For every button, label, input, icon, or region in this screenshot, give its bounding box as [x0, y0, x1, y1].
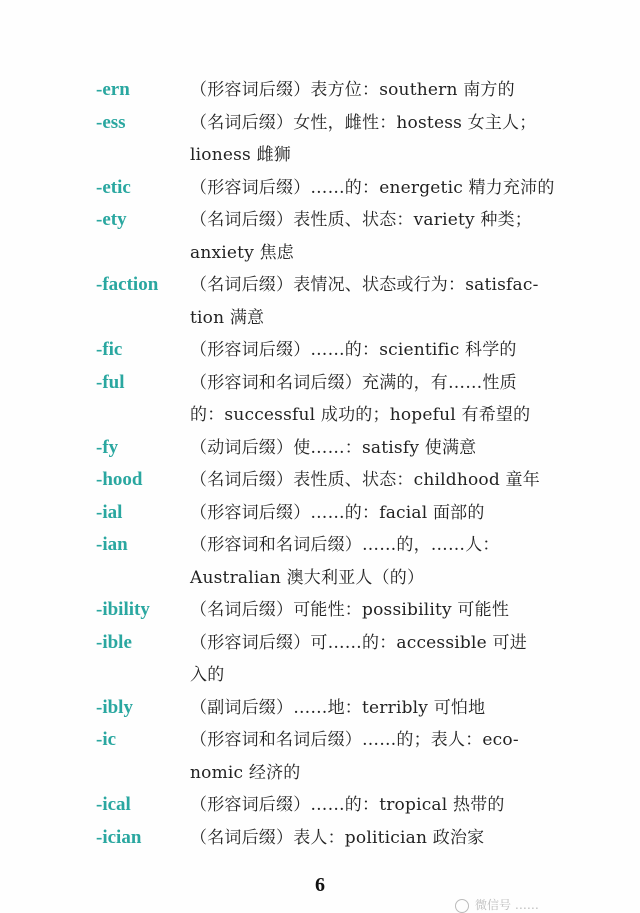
suffix-definition	[190, 497, 550, 530]
suffix-entry	[0, 464, 640, 497]
suffix-definition	[190, 269, 550, 334]
definition-line: （形容词和名词后缀）……的，……人：	[190, 535, 500, 555]
suffix-definition	[190, 692, 550, 725]
suffix-entry	[0, 172, 640, 205]
definition-line: 的：successful 成功的；hopeful 有希望的	[190, 405, 531, 425]
wechat-icon	[455, 899, 469, 913]
suffix-term: -ial	[96, 501, 123, 523]
suffix-entry	[0, 497, 640, 530]
definition-line: 入的	[190, 665, 225, 685]
suffix-definition	[190, 464, 550, 497]
suffix-entry	[0, 789, 640, 822]
suffix-entry	[0, 74, 640, 107]
suffix-definition	[190, 822, 550, 855]
definition-line: （名词后缀）可能性：possibility 可能性	[190, 600, 510, 620]
suffix-entry	[0, 432, 640, 465]
suffix-entry	[0, 529, 640, 594]
definition-line: nomic 经济的	[190, 762, 301, 783]
definition-line: （形容词后缀）……的：tropical 热带的	[190, 795, 505, 815]
definition-line: （名词后缀）女性，雌性：hostess 女主人；	[190, 112, 537, 133]
suffix-term: -fy	[96, 436, 119, 458]
suffix-term: -ful	[96, 371, 125, 393]
suffix-term: -ible	[96, 631, 132, 653]
suffix-term: -etic	[96, 176, 131, 198]
suffix-term: -ety	[96, 209, 127, 230]
suffix-definition	[190, 529, 550, 594]
definition-line: （副词后缀）……地：terribly 可怕地	[190, 697, 486, 718]
suffix-entry	[0, 724, 640, 789]
suffix-term: -fic	[96, 339, 123, 360]
definition-line: （形容词后缀）可……的：accessible 可进	[190, 632, 527, 653]
suffix-entry	[0, 107, 640, 172]
definition-line: lioness 雌狮	[190, 145, 291, 165]
suffix-term: -hood	[96, 469, 143, 490]
definition-line: （名词后缀）表性质、状态：childhood 童年	[190, 470, 540, 490]
suffix-term: -faction	[96, 274, 159, 295]
suffix-term: -ibly	[96, 696, 133, 718]
definition-line: tion 满意	[190, 307, 265, 328]
suffix-term: -ian	[96, 534, 128, 555]
suffix-term: -ibility	[96, 599, 150, 620]
suffix-definition	[190, 172, 555, 205]
watermark	[455, 896, 539, 913]
definition-line: （名词后缀）表情况、状态或行为：satisfac-	[190, 275, 539, 295]
suffix-definition	[190, 204, 550, 269]
definition-line: （动词后缀）使……：satisfy 使满意	[190, 437, 477, 458]
suffix-definition	[190, 627, 550, 692]
suffix-definition	[190, 594, 550, 627]
definition-line: （形容词后缀）……的：scientific 科学的	[190, 340, 517, 360]
suffix-list	[0, 74, 640, 854]
suffix-entry	[0, 692, 640, 725]
definition-line: （名词后缀）表性质、状态：variety 种类；	[190, 210, 533, 230]
suffix-term: -ern	[96, 79, 130, 100]
definition-line: （形容词后缀）……的：facial 面部的	[190, 502, 485, 523]
suffix-definition	[190, 432, 550, 465]
definition-line: （形容词后缀）……的：energetic 精力充沛的	[190, 177, 555, 198]
suffix-definition	[190, 107, 550, 172]
suffix-definition	[190, 724, 550, 789]
definition-line: （形容词后缀）表方位：southern 南方的	[190, 80, 515, 100]
watermark-text: 微信号 ……	[475, 898, 539, 912]
suffix-entry	[0, 627, 640, 692]
definition-line: （形容词和名词后缀）……的；表人：eco-	[190, 730, 519, 750]
definition-line: anxiety 焦虑	[190, 242, 295, 263]
suffix-entry	[0, 334, 640, 367]
suffix-entry	[0, 594, 640, 627]
definition-line: （形容词和名词后缀）充满的，有……性质	[190, 372, 517, 393]
suffix-definition	[190, 789, 550, 822]
suffix-definition	[190, 367, 550, 432]
definition-line: （名词后缀）表人：politician 政治家	[190, 827, 485, 848]
suffix-entry	[0, 822, 640, 855]
suffix-term: -ic	[96, 729, 117, 750]
suffix-definition	[190, 334, 550, 367]
definition-line: Australian 澳大利亚人（的）	[190, 567, 425, 588]
suffix-term: -ess	[96, 111, 126, 133]
suffix-entry	[0, 204, 640, 269]
suffix-term: -ician	[96, 826, 142, 848]
suffix-definition	[190, 74, 550, 107]
suffix-entry	[0, 367, 640, 432]
suffix-entry	[0, 269, 640, 334]
suffix-term: -ical	[96, 794, 131, 815]
page-number: 6	[315, 874, 325, 896]
